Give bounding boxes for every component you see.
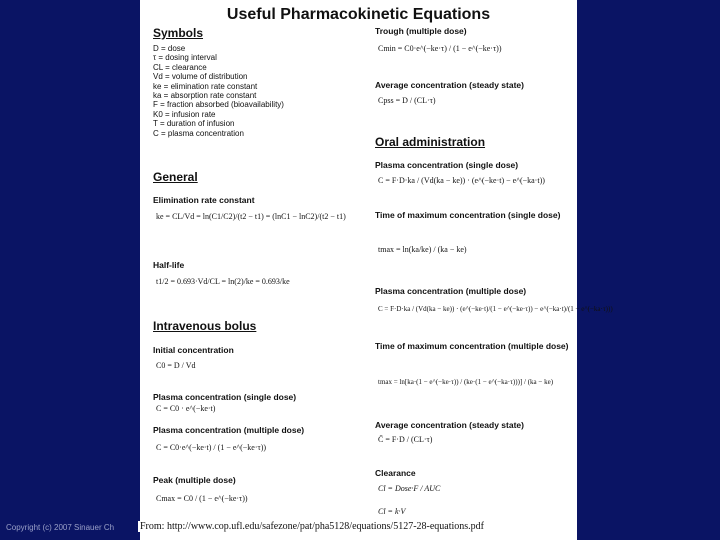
- oral-avg-equation: C̄ = F·D / (CL·τ): [378, 435, 433, 444]
- symbol-item: T = duration of infusion: [153, 119, 235, 129]
- trough-equation: Cmin = C0·e^(−ke·τ) / (1 − e^(−ke·τ)): [378, 44, 502, 53]
- symbol-item: F = fraction absorbed (bioavailability): [153, 100, 284, 110]
- symbol-item: CL = clearance: [153, 62, 207, 72]
- source-citation: From: http://www.cop.ufl.edu/safezone/pat/pha5128/equations/5127-28-equations.pdf: [140, 521, 485, 532]
- avg-ss-title: Average concentration (steady state): [375, 80, 524, 90]
- symbol-item: τ = dosing interval: [153, 53, 217, 63]
- copyright-text: Copyright (c) 2007 Sinauer Ch: [6, 523, 115, 532]
- avg-ss-equation: Cpss = D / (CL·τ): [378, 96, 436, 105]
- iv-bolus-heading: Intravenous bolus: [153, 319, 257, 333]
- oral-tmax-title: Time of maximum concentration (single dose): [375, 210, 561, 220]
- symbol-item: K0 = infusion rate: [153, 109, 216, 119]
- general-heading: General: [153, 170, 198, 184]
- half-life-title: Half-life: [153, 260, 185, 270]
- page-title: Useful Pharmacokinetic Equations: [226, 6, 491, 23]
- iv-single-title: Plasma concentration (single dose): [153, 392, 297, 402]
- initial-conc-title: Initial concentration: [153, 345, 234, 355]
- oral-tmax-multi-title: Time of maximum concentration (multiple dose): [375, 341, 569, 351]
- half-life-equation: t1/2 = 0.693·Vd/CL = ln(2)/ke = 0.693/ke: [156, 277, 290, 286]
- iv-single-equation: C = C0 · e^(−ke·t): [156, 404, 216, 413]
- elimination-rate-equation: ke = CL/Vd = ln(C1/C2)/(t2 − t1) = (lnC1 − lnC2)/(t2 − t1): [156, 212, 346, 221]
- oral-multi-equation: C = F·D·ka / (Vd(ka − ke)) · (e^(−ke·t)/(1 − e^(−ke·τ)) − e^(−ka·t)/(1 − e^(−ka·τ))): [378, 305, 613, 313]
- clearance-equation-2: Cl = k·V: [378, 507, 406, 516]
- trough-title: Trough (multiple dose): [375, 26, 467, 36]
- clearance-equation: Cl = Dose·F / AUC: [378, 484, 441, 493]
- symbol-item: Vd = volume of distribution: [153, 72, 248, 82]
- symbol-item: ka = absorption rate constant: [153, 91, 257, 101]
- iv-multi-title: Plasma concentration (multiple dose): [153, 425, 305, 435]
- peak-equation: Cmax = C0 / (1 − e^(−ke·τ)): [156, 494, 248, 503]
- peak-title: Peak (multiple dose): [153, 475, 236, 485]
- symbol-item: ke = elimination rate constant: [153, 81, 258, 91]
- clearance-title: Clearance: [375, 468, 416, 478]
- symbol-item: D = dose: [153, 44, 186, 53]
- elimination-rate-title: Elimination rate constant: [153, 195, 255, 205]
- oral-multi-title: Plasma concentration (multiple dose): [375, 286, 527, 296]
- oral-single-title: Plasma concentration (single dose): [375, 160, 519, 170]
- symbols-list: [153, 44, 284, 138]
- oral-tmax-multi-equation: tmax = ln[ka·(1 − e^(−ke·τ)) / (ke·(1 − e^(−ka·τ)))] / (ka − ke): [378, 378, 554, 386]
- initial-conc-equation: C0 = D / Vd: [156, 361, 196, 370]
- oral-tmax-equation: tmax = ln(ka/ke) / (ka − ke): [378, 245, 467, 254]
- equation-sheet: [140, 0, 613, 540]
- symbols-heading: Symbols: [153, 26, 204, 40]
- oral-single-equation: C = F·D·ka / (Vd(ka − ke)) · (e^(−ke·t) − e^(−ka·t)): [378, 176, 545, 185]
- oral-heading: Oral administration: [375, 135, 486, 149]
- iv-multi-equation: C = C0·e^(−ke·t) / (1 − e^(−ke·τ)): [156, 443, 267, 452]
- symbol-item: C = plasma concentration: [153, 128, 244, 138]
- oral-avg-title: Average concentration (steady state): [375, 420, 524, 430]
